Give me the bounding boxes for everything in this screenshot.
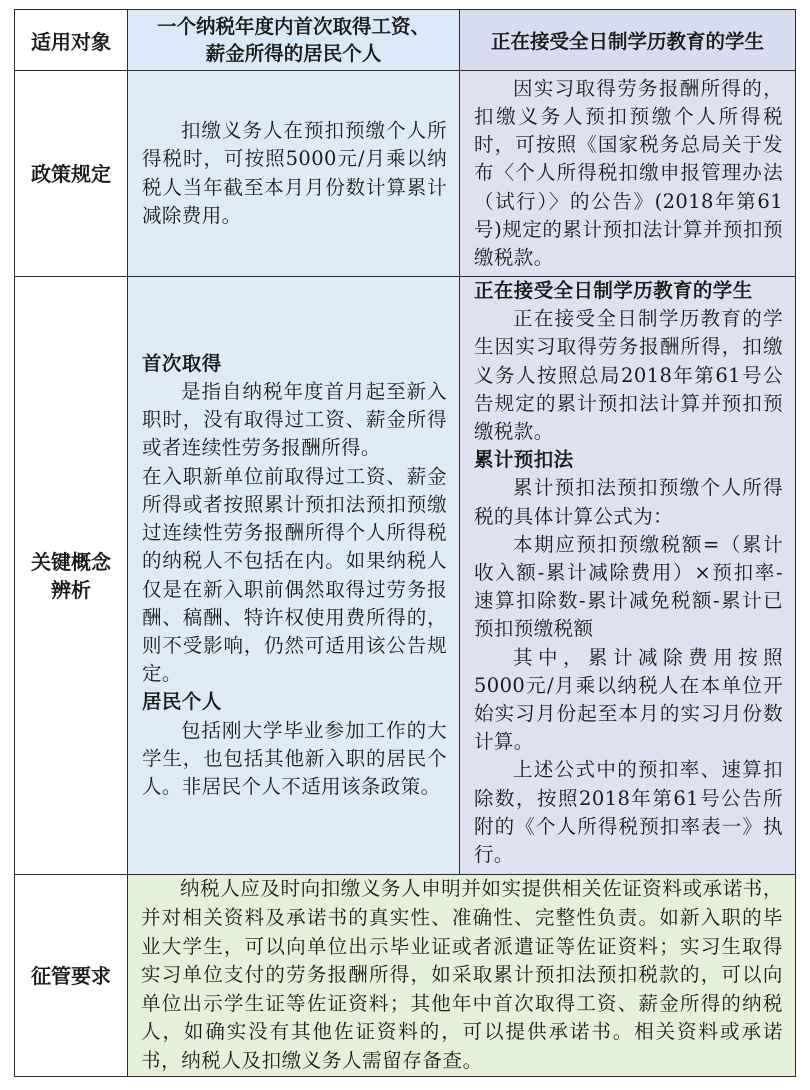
concepts-col-a <box>128 277 460 875</box>
header-col-a-line2: 薪金所得的居民个人 <box>205 42 382 65</box>
concepts-label-line1: 关键概念 <box>31 549 111 574</box>
header-label: 适用对象 <box>15 10 128 71</box>
concepts-label-line2: 辨析 <box>51 577 91 602</box>
admin-requirements-text: 纳税人应及时向扣缴义务人申明并如实提供相关佐证资料或承诺书，并对相关资料及承诺书的真实性、准确性、完整性负责。如新入职的毕业大学生，可以向单位出示毕业证或者派遣证等佐证资料；实习生取得实习单位支付的劳务报酬所得，如采取累计预扣法预扣税款的，可以向单位出示学生证等佐证资料；其他年中首次取得工资、薪金所得的纳税人，如确实没有其他佐证资料的，可以提供承诺书。相关资料或承诺书，纳税人及扣缴义务人需留存备查。 <box>141 877 784 1072</box>
admin-requirements <box>128 875 796 1077</box>
policy-row <box>15 71 796 277</box>
concept-cumulative-intro: 累计预扣法预扣预缴个人所得税的具体计算公式为： <box>474 476 783 528</box>
header-first-time-earners <box>128 10 460 71</box>
policy-document <box>14 9 796 1077</box>
policy-col-a <box>128 71 460 277</box>
policy-col-b-text: 因实习取得劳务报酬所得的，扣缴义务人预扣预缴个人所得税时，可按照《国家税务总局关于发布〈个人所得税扣缴申报管理办法（试行）〉的公告》(2018年第61号)规定的累计预扣法计算并预扣预缴税款。 <box>474 76 783 269</box>
header-col-a-line1: 一个纳税年度内首次取得工资、 <box>156 15 430 38</box>
policy-col-a-text: 扣缴义务人在预扣预缴个人所得税时，可按照5000元/月乘以纳税人当年截至本月月份数计算累计减除费用。 <box>142 119 447 227</box>
concept-cumulative-deduction: 其中，累计减除费用按照5000元/月乘以纳税人在本单位开始实习月份起至本月的实习月份数计算。 <box>474 645 783 754</box>
concept-cumulative-rate-table: 上述公式中的预扣率、速算扣除数，按照2018年第61号公告所附的《个人所得税预扣率表一》执行。 <box>474 758 783 867</box>
concepts-row <box>15 277 796 875</box>
policy-row-label: 政策规定 <box>15 71 128 277</box>
concept-title-student: 正在接受全日制学历教育的学生 <box>474 279 753 302</box>
concept-title-first-time: 首次取得 <box>142 351 222 375</box>
concept-resident-definition: 包括刚大学毕业参加工作的大学生，也包括其他新入职的居民个人。非居民个人不适用该条政策。 <box>142 718 447 798</box>
concept-first-time-exclusion: 在入职新单位前取得过工资、薪金所得或者按照累计预扣法预扣预缴过连续性劳务报酬所得个人所得税的纳税人不包括在内。如果纳税人仅是在新入职前偶然取得过劳务报酬、稿酬、特许权使用费所得的，则不受影响，仍然可适用该公告规定。 <box>142 464 447 686</box>
concepts-col-b <box>460 277 796 875</box>
concept-title-cumulative: 累计预扣法 <box>474 448 574 472</box>
admin-row-label: 征管要求 <box>15 875 128 1077</box>
policy-col-b <box>460 71 796 277</box>
policy-table <box>14 9 796 1077</box>
concept-first-time-definition: 是指自纳税年度首月起至新入职时，没有取得过工资、薪金所得或者连续性劳务报酬所得。 <box>142 380 447 460</box>
concept-student-definition: 正在接受全日制学历教育的学生因实习取得劳务报酬所得，扣缴义务人按照总局2018年第61号公告规定的累计预扣法计算并预扣预缴税款。 <box>474 307 783 444</box>
header-row <box>15 10 796 71</box>
header-full-time-students: 正在接受全日制学历教育的学生 <box>460 10 796 71</box>
admin-row <box>15 875 796 1077</box>
concepts-row-label <box>15 277 128 875</box>
concept-cumulative-formula: 本期应预扣预缴税额=（累计收入额-累计减除费用）×预扣率-速算扣除数-累计减免税额-累计已预扣预缴税额 <box>474 532 783 641</box>
concept-title-resident: 居民个人 <box>142 690 222 714</box>
